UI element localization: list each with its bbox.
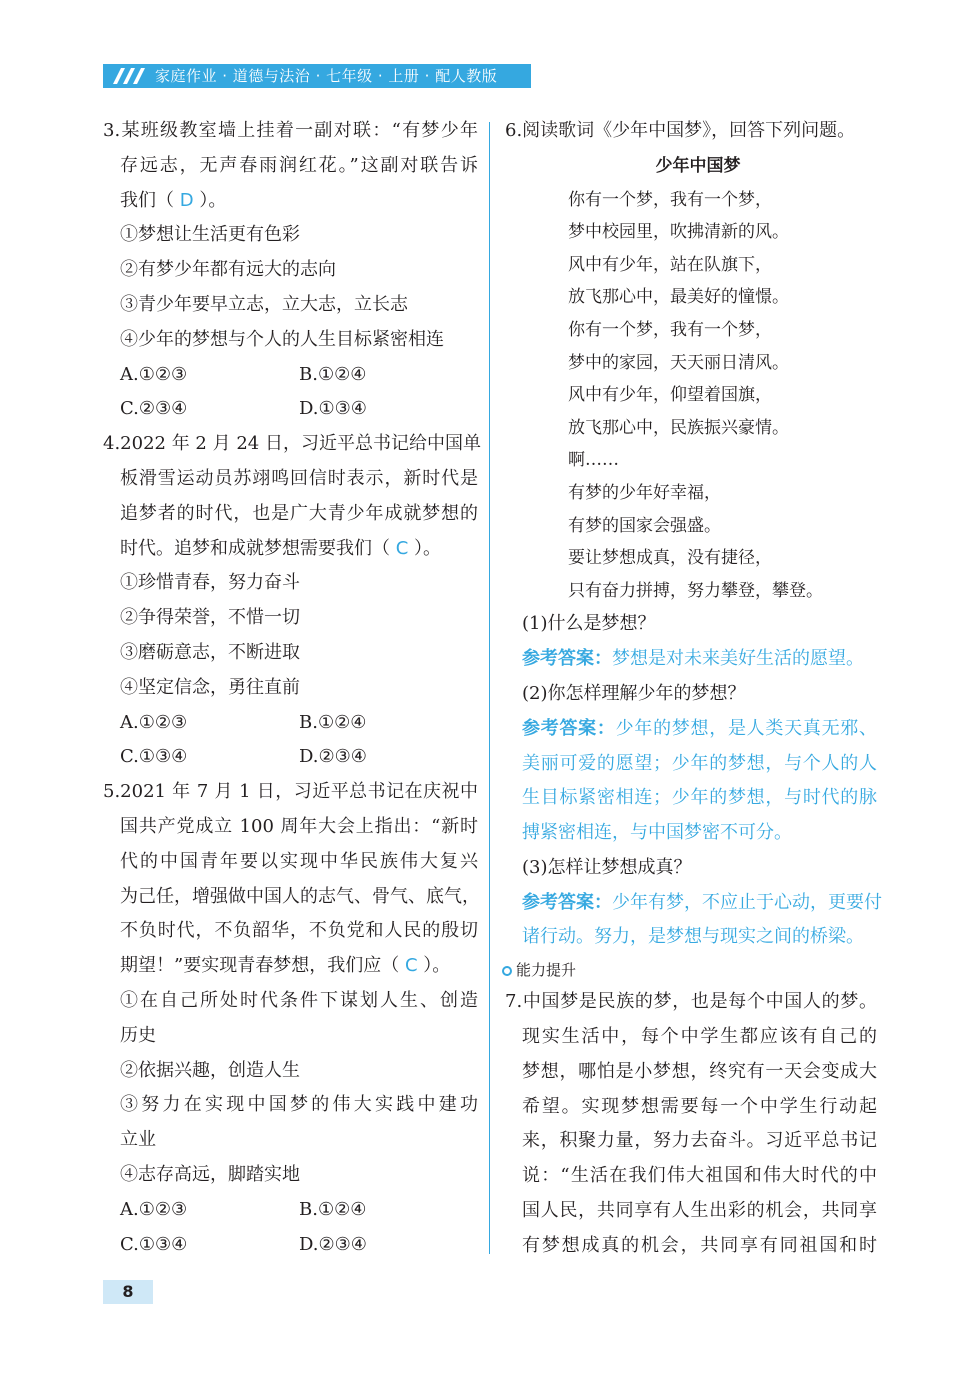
- column-divider: [489, 122, 490, 1254]
- q5-item: ②依据兴趣，创造人生: [120, 1059, 300, 1081]
- q5-stem-text: ）。: [417, 955, 451, 977]
- q6-sub2-answer: [505, 712, 877, 747]
- q3-item: ①梦想让生活更有色彩: [120, 224, 300, 246]
- q3-option-c: C.②③④: [120, 398, 188, 420]
- q5-stem-line: 为己任，增强做中国人的志气、骨气、底气，: [120, 885, 480, 907]
- poem-line: 风中有少年，站在队旗下，: [568, 254, 772, 275]
- poem-line: 你有一个梦，我有一个梦，: [568, 189, 772, 210]
- q4-stem-text: ）。: [408, 537, 442, 559]
- q3-stem-line: 3.某班级教室墙上挂着一副对联：“有梦少年: [103, 120, 478, 141]
- question-5: [103, 775, 478, 1262]
- q7-stem-line: 梦想，哪怕是小梦想，终究有一天会变成大: [522, 1060, 877, 1082]
- poem-line: 放飞那心中，民族振兴豪情。: [568, 417, 789, 438]
- q5-options-row: [103, 1193, 478, 1228]
- reference-answer-text: 梦想是对未来美好生活的愿望。: [612, 648, 864, 670]
- q4-stem-line: 追梦者的时代，也是广大青少年成就梦想的: [120, 502, 478, 524]
- q4-stem-line: 板滑雪运动员苏翊鸣回信时表示，新时代是: [120, 467, 478, 489]
- poem-title: 少年中国梦: [655, 155, 741, 176]
- q5-answer: C: [404, 955, 418, 977]
- reference-answer-text: 诸行动。努力，是梦想与现实之间的桥梁。: [522, 926, 864, 948]
- q4-options-row: [103, 740, 478, 775]
- poem-line: 啊……: [568, 450, 619, 471]
- circle-bullet-icon: [502, 966, 512, 976]
- q3-item: ③青少年要早立志，立大志，立长志: [120, 293, 408, 315]
- q7-stem-line: 来，积聚力量，努力去奋斗。习近平总书记: [522, 1130, 877, 1152]
- reference-answer-label: 参考答案：: [522, 717, 616, 739]
- reference-answer-text: 少年有梦，不应止于心动，更要付: [612, 891, 882, 913]
- question-3: [103, 114, 478, 427]
- q3-stem-text: ）。: [193, 189, 227, 211]
- poem-line: 有梦的少年好幸福，: [568, 482, 721, 503]
- q4-option-d: D.②③④: [299, 746, 367, 768]
- q5-item: ④志存高远，脚踏实地: [120, 1163, 300, 1185]
- q5-stem-line: 5.2021 年 7 月 1 日，习近平总书记在庆祝中: [103, 781, 478, 803]
- section-heading-label: 能力提升: [516, 961, 577, 980]
- q5-options-row: [103, 1228, 478, 1263]
- q5-item: ③努力在实现中国梦的伟大实践中建功: [120, 1094, 478, 1116]
- q6-sub1-question: (1)什么是梦想？: [522, 613, 656, 635]
- q5-stem-line: 不负时代，不负韶华，不负党和人民的殷切: [120, 920, 478, 942]
- q5-item: ①在自己所处时代条件下谋划人生、创造: [120, 989, 478, 1011]
- q4-item: ③磨砺意志，不断进取: [120, 641, 300, 663]
- poem-line: 风中有少年，仰望着国旗，: [568, 385, 772, 406]
- q3-option-d: D.①③④: [299, 398, 367, 420]
- q3-stem-end: [103, 184, 478, 219]
- question-7: [505, 985, 877, 1263]
- q5-option-c: C.①③④: [120, 1233, 188, 1255]
- q4-option-c: C.①③④: [120, 746, 188, 768]
- poem-line: 只有奋力拼搏，努力攀登，攀登。: [568, 580, 823, 601]
- page-number: 8: [103, 1280, 153, 1304]
- poem-lyrics: [505, 184, 877, 608]
- poem-line: 要让梦想成真，没有捷径，: [568, 548, 772, 569]
- q7-stem-line: 国人民，共同享有人生出彩的机会，共同享: [522, 1200, 877, 1222]
- q4-option-a: A.①②③: [120, 711, 188, 733]
- reference-answer-text: 美丽可爱的愿望；少年的梦想，与个人的人: [522, 752, 877, 774]
- q7-stem-line: 现实生活中，每个中学生都应该有自己的: [522, 1026, 877, 1048]
- poem-line: 梦中校园里，吹拂清新的风。: [568, 222, 789, 243]
- q5-stem-end: [103, 949, 478, 984]
- q3-item: ②有梦少年都有远大的志向: [120, 259, 336, 281]
- reference-answer-text: 搏紧密相连，与中国梦密不可分。: [522, 822, 792, 844]
- poem-line: 你有一个梦，我有一个梦，: [568, 319, 772, 340]
- poem-line: 梦中的家园，天天丽日清风。: [568, 352, 789, 373]
- q4-options-row: [103, 706, 478, 741]
- poem-line: 放飞那心中，最美好的憧憬。: [568, 287, 789, 308]
- header-title: 家庭作业 · 道德与法治 · 七年级 · 上册 · 配人教版: [155, 67, 498, 85]
- q4-stem-line: 4.2022 年 2 月 24 日，习近平总书记给中国单: [103, 433, 481, 455]
- q4-option-b: B.①②④: [299, 711, 367, 733]
- q3-stem-line: 存远志，无声春雨润红花。”这副对联告诉: [120, 154, 478, 176]
- q3-stem-text: 我们（: [120, 189, 180, 211]
- q5-stem-line: 国共产党成立 100 周年大会上指出：“新时: [120, 815, 478, 837]
- q4-answer: C: [395, 537, 409, 559]
- reference-answer-label: 参考答案：: [522, 648, 612, 670]
- right-column: [505, 114, 882, 1264]
- header-bar: [103, 64, 531, 88]
- q6-sub3-answer: [505, 886, 882, 921]
- q3-options-row: [103, 358, 478, 393]
- q6-sub1-answer: [505, 642, 877, 677]
- q4-item: ①珍惜青春，努力奋斗: [120, 572, 300, 594]
- q5-option-b: B.①②④: [299, 1198, 367, 1220]
- q3-item: ④少年的梦想与个人的人生目标紧密相连: [120, 328, 444, 350]
- q5-option-d: D.②③④: [299, 1233, 367, 1255]
- q7-stem-line: 7.中国梦是民族的梦，也是每个中国人的梦。: [505, 991, 877, 1013]
- reference-answer-text: 生目标紧密相连；少年的梦想，与时代的脉: [522, 787, 877, 809]
- q3-option-a: A.①②③: [120, 363, 188, 385]
- q3-options-row: [103, 392, 478, 427]
- q3-answer: D: [179, 189, 194, 211]
- q4-stem-end: [103, 532, 478, 567]
- left-column: [103, 114, 481, 1262]
- q3-option-b: B.①②④: [299, 363, 367, 385]
- q4-stem-text: 时代。追梦和成就梦想需要我们（: [120, 537, 396, 559]
- question-6: [505, 114, 882, 955]
- q6-stem: 6.阅读歌词《少年中国梦》，回答下列问题。: [505, 120, 856, 141]
- q7-stem-line: 希望。实现梦想需要每一个中学生行动起: [522, 1095, 877, 1117]
- q5-stem-line: 代的中国青年要以实现中华民族伟大复兴: [120, 850, 478, 872]
- q7-stem-line: 有梦想成真的机会，共同享有同祖国和时: [522, 1234, 877, 1256]
- reference-answer-label: 参考答案：: [522, 891, 612, 913]
- q6-sub2-question: (2)你怎样理解少年的梦想？: [522, 682, 746, 704]
- section-heading: [502, 955, 877, 985]
- q5-item-cont: 历史: [120, 1024, 156, 1046]
- question-4: [103, 427, 481, 775]
- q5-item-cont: 立业: [120, 1129, 156, 1151]
- reference-answer-text: 少年的梦想，是人类天真无邪、: [615, 717, 878, 739]
- q5-stem-text: 期望！”要实现青春梦想，我们应（: [120, 955, 405, 977]
- q4-item: ④坚定信念，勇往直前: [120, 676, 300, 698]
- slash-stripes-icon: [107, 64, 153, 88]
- q5-option-a: A.①②③: [120, 1198, 188, 1220]
- q6-sub3-question: (3)怎样让梦想成真？: [522, 856, 692, 878]
- q4-item: ②争得荣誉，不惜一切: [120, 607, 300, 629]
- q7-stem-line: 说：“生活在我们伟大祖国和伟大时代的中: [522, 1165, 877, 1187]
- poem-line: 有梦的国家会强盛。: [568, 515, 721, 536]
